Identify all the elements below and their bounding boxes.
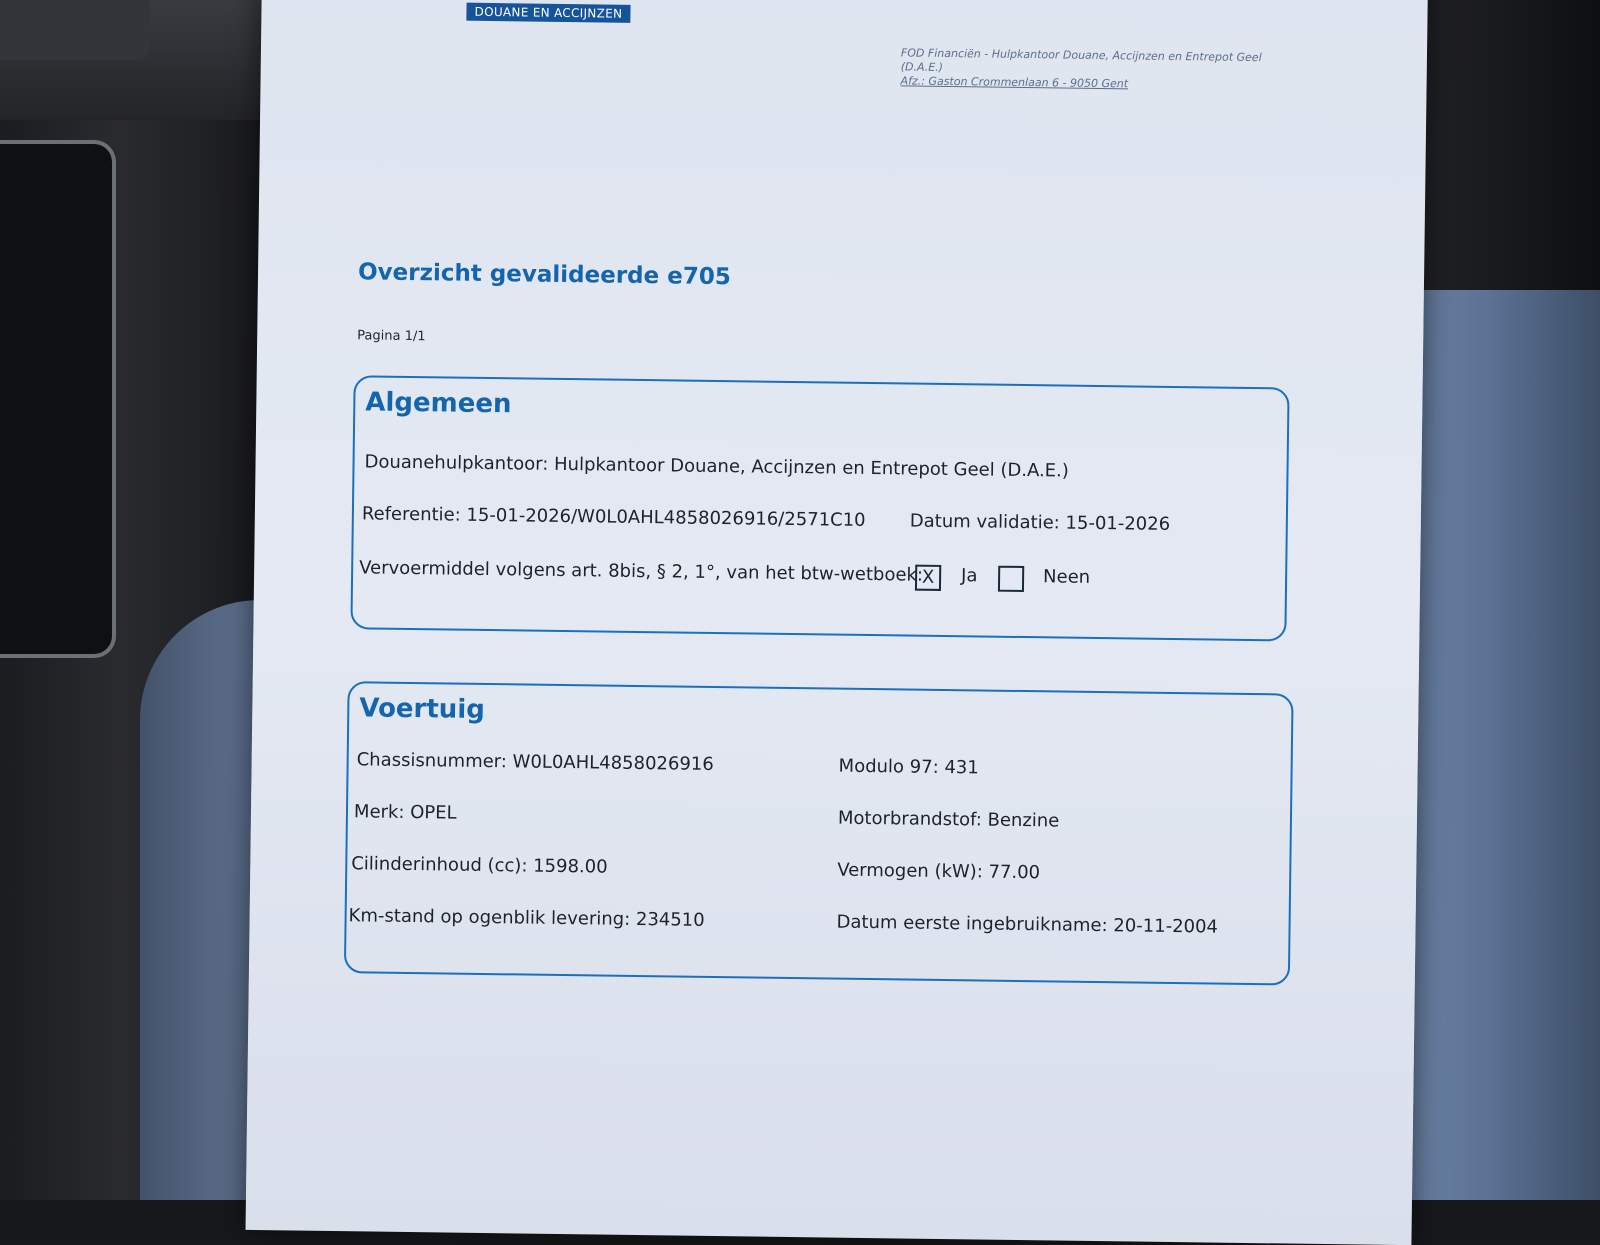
mileage-field: Km-stand op ogenblik levering: 234510	[348, 905, 705, 931]
label-yes: Ja	[960, 565, 978, 587]
section-title-voertuig: Voertuig	[359, 693, 486, 725]
section-algemeen	[350, 375, 1289, 641]
reference-field: Referentie: 15-01-2026/W0L0AHL4858026916/2571C10	[361, 503, 866, 531]
fuel-field: Motorbrandstof: Benzine	[837, 807, 1060, 832]
page-number: Pagina 1/1	[357, 328, 426, 345]
address-line-1: FOD Financiën - Hulpkantoor Douane, Accijnzen en Entrepot Geel (D.A.E.)	[900, 46, 1262, 74]
power-field: Vermogen (kW): 77.00	[837, 859, 1041, 884]
vehicle-question: Vervoermiddel volgens art. 8bis, § 2, 1°, van het btw-wetboek:	[359, 557, 924, 586]
sender-address	[901, 46, 1302, 93]
document-paper	[246, 0, 1428, 1245]
checkbox-yes: X	[915, 565, 941, 591]
section-voertuig	[344, 681, 1294, 985]
validation-date-field: Datum validatie: 15-01-2026	[909, 510, 1171, 535]
address-line-2: Afz.: Gaston Crommenlaan 6 - 9050 Gent	[900, 74, 1129, 91]
car-control-panel	[0, 0, 150, 60]
modulo-field: Modulo 97: 431	[838, 755, 979, 779]
car-cup-holder	[0, 140, 116, 658]
checkbox-no	[998, 566, 1024, 592]
brand-field: Merk: OPEL	[353, 801, 457, 824]
first-use-field: Datum eerste ingebruikname: 20-11-2004	[836, 911, 1219, 938]
chassis-field: Chassisnummer: W0L0AHL4858026916	[356, 749, 714, 775]
document-title: Overzicht gevalideerde e705	[357, 259, 731, 291]
office-field: Douanehulpkantoor: Hulpkantoor Douane, Accijnzen en Entrepot Geel (D.A.E.)	[364, 451, 1070, 482]
brand-bar: DOUANE EN ACCIJNZEN	[466, 3, 630, 23]
label-no: Neen	[1042, 566, 1091, 588]
cylinder-field: Cilinderinhoud (cc): 1598.00	[351, 853, 608, 878]
section-title-algemeen: Algemeen	[365, 387, 512, 420]
